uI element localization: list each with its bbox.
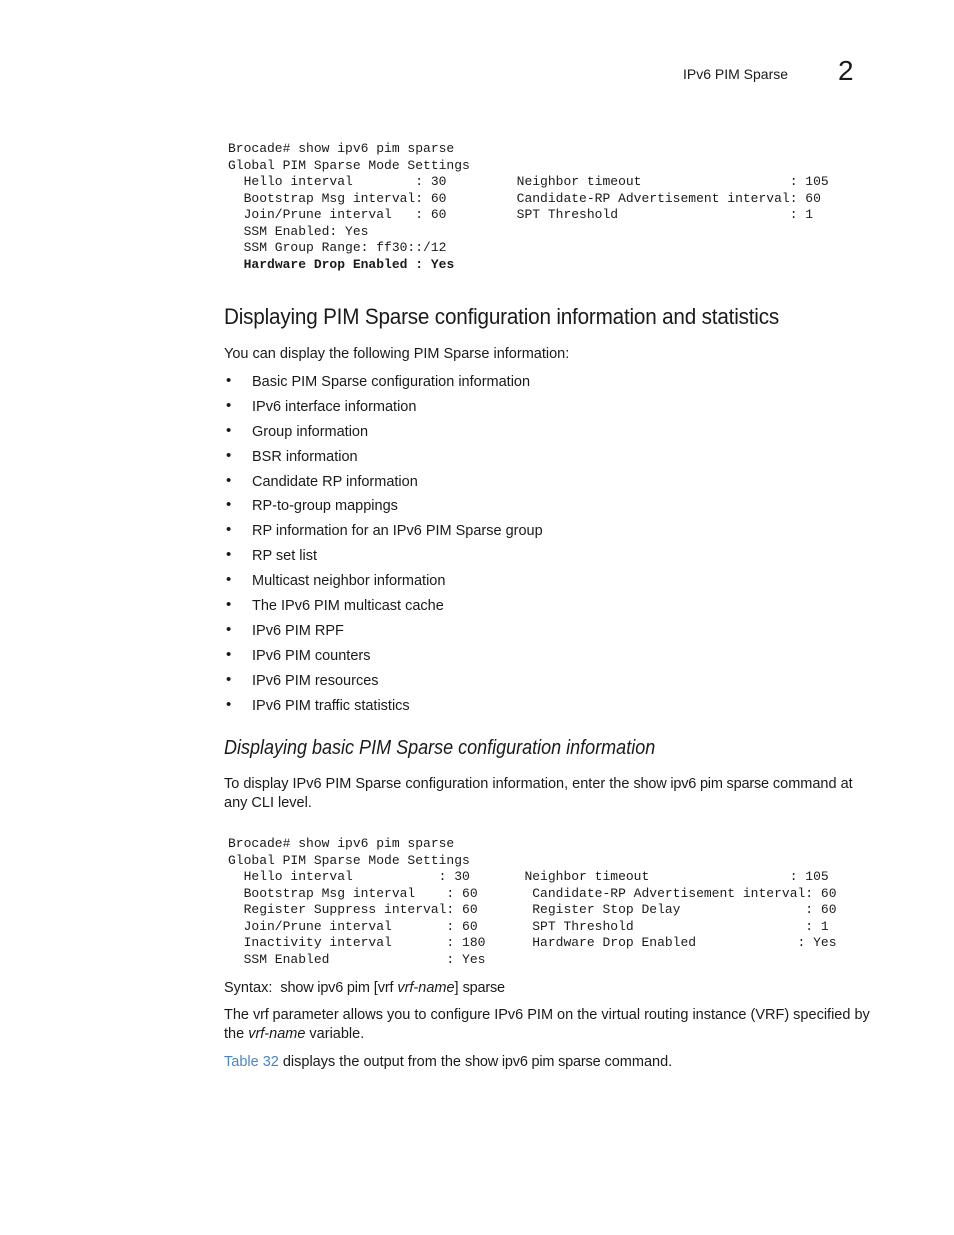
list-item: • Group information: [224, 422, 543, 447]
section-intro: You can display the following PIM Sparse information:: [224, 346, 570, 362]
list-item: • IPv6 interface information: [224, 397, 543, 422]
list-item: • IPv6 PIM traffic statistics: [224, 696, 543, 721]
inline-command: show ipv6 pim sparse: [633, 776, 769, 792]
subsection-paragraph-2: The vrf parameter allows you to configure IPv6 PIM on the virtual routing instance (VRF) specified by the vrf-name variable.: [224, 1007, 870, 1042]
info-bullet-list: [224, 372, 543, 720]
section-heading: Displaying PIM Sparse configuration information and statistics: [224, 304, 780, 329]
list-item: • Candidate RP information: [224, 472, 543, 497]
subsection-heading: Displaying basic PIM Sparse configuration information: [224, 737, 656, 759]
chapter-number: 2: [838, 55, 854, 86]
list-item: • The IPv6 PIM multicast cache: [224, 596, 543, 621]
running-head-title: IPv6 PIM Sparse: [683, 66, 789, 82]
inline-command: show ipv6 pim sparse: [465, 1054, 601, 1070]
syntax-vrf-name: vrf-name: [397, 980, 455, 996]
code-bold-line: Hardware Drop Enabled : Yes: [243, 256, 455, 272]
list-item: • RP information for an IPv6 PIM Sparse group: [224, 521, 543, 546]
subsection-paragraph-1: To display IPv6 PIM Sparse configuration information, enter the show ipv6 pim sparse command at any CLI level.: [224, 776, 853, 811]
list-item: • RP set list: [224, 546, 543, 571]
code-block-show-ipv6-pim-sparse-2: Brocade# show ipv6 pim sparse Global PIM Sparse Mode Settings Hello interval : 30 Neighbor timeout : 105 Bootstrap Msg interval : 60 Candidate-RP Advertisement interval: 60 Register Suppress interval: 60 Register Stop Delay : 60 Join/Prune interval : 60 SPT Threshold : 1 Inactivity interval : 180 Hardware Drop Enabled : Yes SSM Enabled : Yes: [228, 836, 837, 967]
list-item: • Basic PIM Sparse configuration information: [224, 372, 543, 397]
list-item: • Multicast neighbor information: [224, 571, 543, 596]
list-item: • IPv6 PIM resources: [224, 671, 543, 696]
list-item: • IPv6 PIM RPF: [224, 621, 543, 646]
syntax-label: Syntax:: [224, 980, 273, 996]
syntax-vrf-keyword: vrf: [377, 980, 394, 996]
syntax-command: show ipv6 pim: [280, 980, 370, 996]
syntax-line: Syntax: show ipv6 pim [vrf vrf-name] sparse: [224, 980, 505, 996]
list-item: • IPv6 PIM counters: [224, 646, 543, 671]
subsection-paragraph-3: Table 32 displays the output from the show ipv6 pim sparse command.: [224, 1054, 673, 1070]
list-item: • BSR information: [224, 447, 543, 472]
syntax-sparse-keyword: sparse: [462, 980, 505, 996]
code-block-show-ipv6-pim-sparse: [228, 141, 829, 273]
code-lines: Brocade# show ipv6 pim sparse Global PIM Sparse Mode Settings Hello interval : 30 Neighbor timeout : 105 Bootstrap Msg interval: 60 Candidate-RP Advertisement interval: 60 Join/Prune interval : 60 SPT Threshold : 1 SSM Enabled: Yes SSM Group Range: ff30::/12: [228, 141, 829, 255]
table-32-link[interactable]: Table 32: [224, 1054, 279, 1070]
list-item: • RP-to-group mappings: [224, 496, 543, 521]
